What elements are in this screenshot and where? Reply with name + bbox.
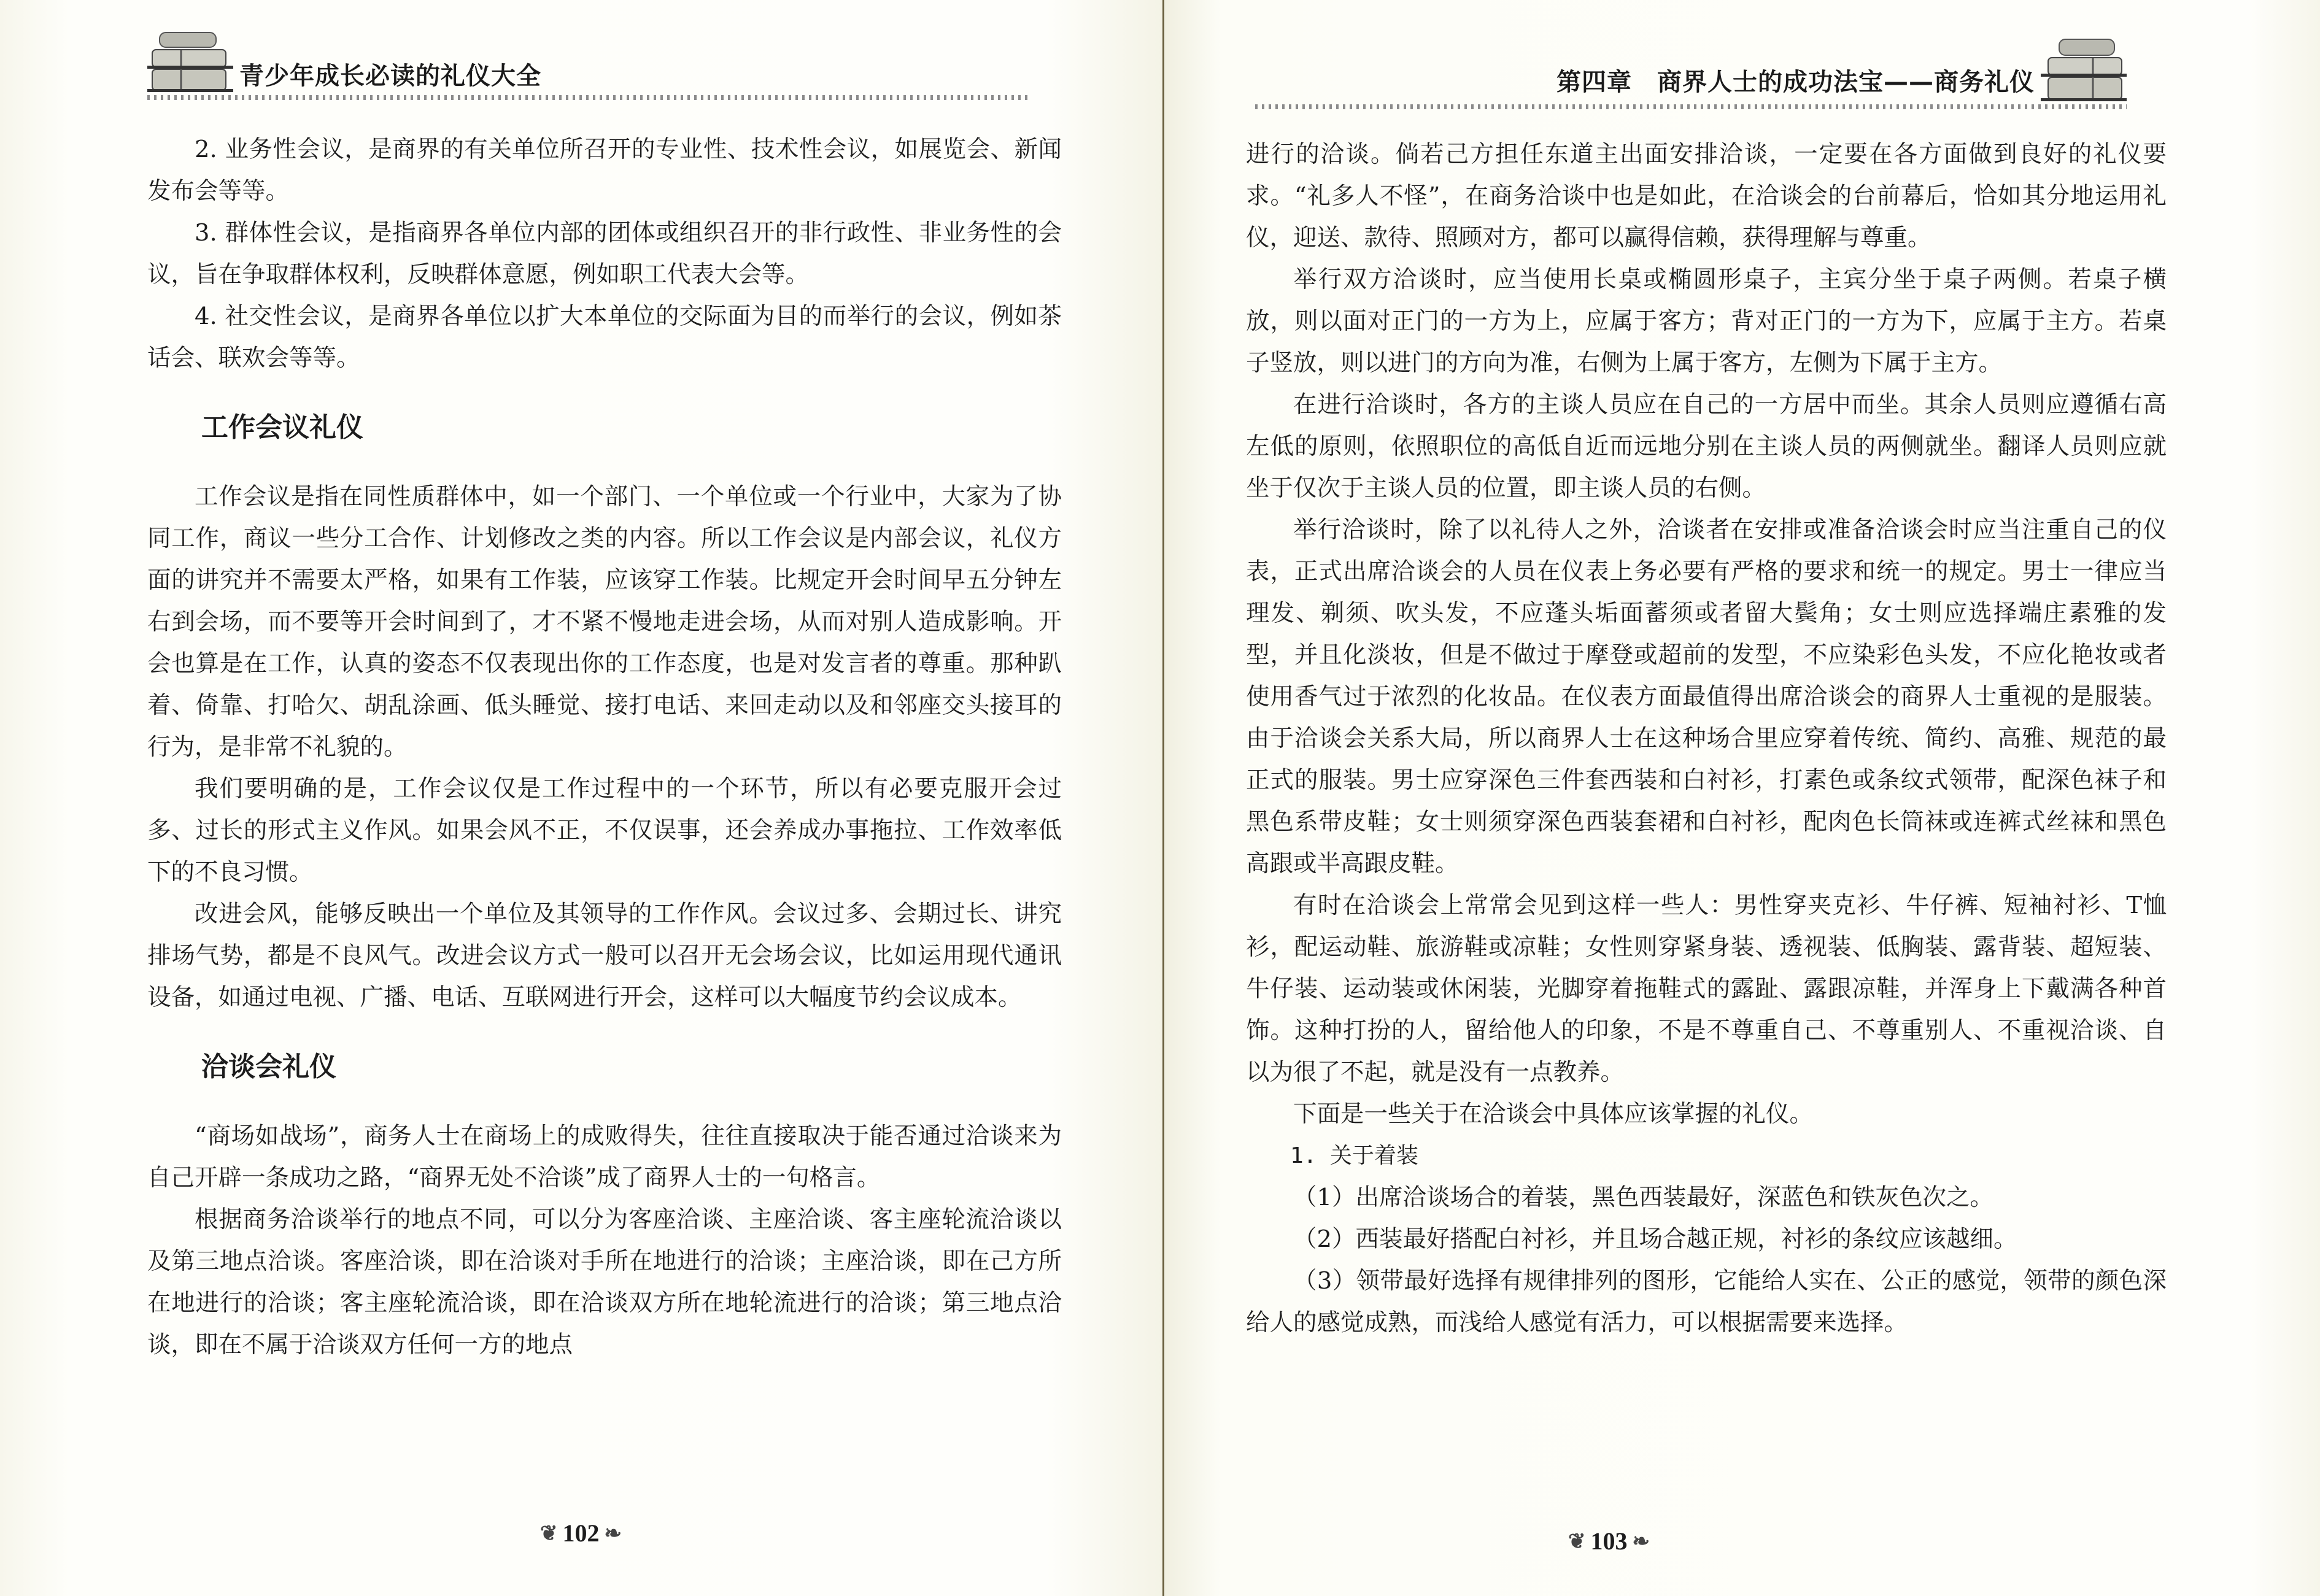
paragraph: 根据商务洽谈举行的地点不同，可以分为客座洽谈、主座洽谈、客主座轮流洽谈以及第三地点洽谈。客座洽谈，即在洽谈对手所在地进行的洽谈；主座洽谈，即在己方所在地进行的洽谈；客主座轮流洽谈，即在洽谈双方所在地轮流进行的洽谈；第三地点洽谈，即在不属于洽谈双方任何一方的地点 bbox=[147, 1206, 1062, 1359]
section-heading: 洽谈会礼仪 bbox=[201, 1051, 336, 1082]
paragraph: 4. 社交性会议，是商界各单位以扩大本单位的交际面为目的而举行的会议，例如茶话会、联欢会等等。 bbox=[147, 303, 1062, 372]
right-page-body bbox=[1246, 134, 2167, 1344]
running-title: 青少年成长必读的礼仪大全 bbox=[239, 62, 541, 90]
ornament-icon: ❦ bbox=[1568, 1530, 1586, 1553]
stacked-books-icon bbox=[2041, 37, 2127, 104]
subsection-label: 1. 关于着装 bbox=[1290, 1143, 1419, 1168]
list-item: （1）出席洽谈场合的着装，黑色西装最好，深蓝色和铁灰色次之。 bbox=[1293, 1184, 1993, 1211]
stacked-books-icon bbox=[147, 28, 233, 95]
book-gutter bbox=[1162, 0, 1164, 1596]
paragraph: 改进会风，能够反映出一个单位及其领导的工作作风。会议过多、会期过长、讲究排场气势，都是不良风气。改进会议方式一般可以召开无会场会议，比如运用现代通讯设备，如通过电视、广播、电话、互联网进行开会，这样可以大幅度节约会议成本。 bbox=[147, 900, 1062, 1011]
section-heading: 工作会议礼仪 bbox=[201, 412, 363, 443]
page-number bbox=[1568, 1527, 1650, 1556]
ornament-icon: ❦ bbox=[540, 1522, 558, 1545]
ornament-icon: ❧ bbox=[1632, 1530, 1650, 1553]
paragraph: 下面是一些关于在洽谈会中具体应该掌握的礼仪。 bbox=[1293, 1100, 1814, 1128]
paragraph: 3. 群体性会议，是指商界各单位内部的团体或组织召开的非行政性、非业务性的会议，旨在争取群体权利，反映群体意愿，例如职工代表大会等。 bbox=[147, 219, 1062, 288]
paragraph: 工作会议是指在同性质群体中，如一个部门、一个单位或一个行业中，大家为了协同工作，商议一些分工合作、计划修改之类的内容。所以工作会议是内部会议，礼仪方面的讲究并不需要太严格，如果有工作装，应该穿工作装。比规定开会时间早五分钟左右到会场，而不要等开会时间到了，才不紧不慢地走进会场，从而对别人造成影响。开会也算是在工作，认真的姿态不仅表现出你的工作态度，也是对发言者的尊重。那种趴着、倚靠、打哈欠、胡乱涂画、低头睡觉、接打电话、来回走动以及和邻座交头接耳的行为，是非常不礼貌的。 bbox=[147, 483, 1062, 761]
chapter-title: 第四章 商界人士的成功法宝——商务礼仪 bbox=[1556, 68, 2035, 96]
left-page-body bbox=[147, 129, 1062, 1366]
paragraph: 在进行洽谈时，各方的主谈人员应在自己的一方居中而坐。其余人员则应遵循右高左低的原则，依照职位的高低自近而远地分别在主谈人员的两侧就坐。翻译人员则应就坐于仅次于主谈人员的位置，即主谈人员的右侧。 bbox=[1246, 391, 2167, 502]
page-number bbox=[540, 1519, 622, 1548]
paragraph: 举行洽谈时，除了以礼待人之外，洽谈者在安排或准备洽谈会时应当注重自己的仪表，正式出席洽谈会的人员在仪表上务必要有严格的要求和统一的规定。男士一律应当理发、剃须、吹头发，不应蓬头垢面蓄须或者留大鬓角；女士则应选择端庄素雅的发型，并且化淡妆，但是不做过于摩登或超前的发型，不应染彩色头发，不应化艳妆或者使用香气过于浓烈的化妆品。在仪表方面最值得出席洽谈会的商界人士重视的是服装。由于洽谈会关系大局，所以商界人士在这种场合里应穿着传统、简约、高雅、规范的最正式的服装。男士应穿深色三件套西装和白衬衫，打素色或条纹式领带，配深色袜子和黑色系带皮鞋；女士则须穿深色西装套裙和白衬衫，配肉色长筒袜或连裤式丝袜和黑色高跟或半高跟皮鞋。 bbox=[1246, 516, 2167, 877]
paragraph: 有时在洽谈会上常常会见到这样一些人：男性穿夹克衫、牛仔裤、短袖衬衫、T恤衫，配运动鞋、旅游鞋或凉鞋；女性则穿紧身装、透视装、低胸装、露背装、超短装、牛仔装、运动装或休闲装，光脚穿着拖鞋式的露趾、露跟凉鞋，并浑身上下戴满各种首饰。这种打扮的人，留给他人的印象，不是不尊重自己、不尊重别人、不重视洽谈、自以为很了不起，就是没有一点教养。 bbox=[1246, 892, 2167, 1086]
right-page-header bbox=[1255, 25, 2127, 110]
left-page-header bbox=[141, 25, 1062, 110]
paragraph: “商场如战场”，商务人士在商场上的成败得失，往往直接取决于能否通过洽谈来为自己开辟一条成功之路，“商界无处不洽谈”成了商界人士的一句格言。 bbox=[147, 1122, 1062, 1192]
paragraph-continued: 进行的洽谈。倘若己方担任东道主出面安排洽谈，一定要在各方面做到良好的礼仪要求。“礼多人不怪”，在商务洽谈中也是如此，在洽谈会的台前幕后，恰如其分地运用礼仪，迎送、款待、照顾对方，都可以赢得信赖，获得理解与尊重。 bbox=[1246, 141, 2167, 252]
right-page bbox=[1163, 0, 2320, 1596]
ornament-icon: ❧ bbox=[604, 1522, 622, 1545]
list-item: （2）西装最好搭配白衬衫，并且场合越正规，衬衫的条纹应该越细。 bbox=[1293, 1225, 2017, 1253]
list-item: （3）领带最好选择有规律排列的图形，它能给人实在、公正的感觉，领带的颜色深给人的感觉成熟，而浅给人感觉有活力，可以根据需要来选择。 bbox=[1246, 1267, 2167, 1336]
paragraph: 我们要明确的是，工作会议仅是工作过程中的一个环节，所以有必要克服开会过多、过长的形式主义作风。如果会风不正，不仅误事，还会养成办事拖拉、工作效率低下的不良习惯。 bbox=[147, 775, 1062, 886]
paragraph: 举行双方洽谈时，应当使用长桌或椭圆形桌子，主宾分坐于桌子两侧。若桌子横放，则以面对正门的一方为上，应属于客方；背对正门的一方为下，应属于主方。若桌子竖放，则以进门的方向为准，右侧为上属于客方，左侧为下属于主方。 bbox=[1246, 266, 2167, 377]
header-dotted-rule bbox=[147, 95, 1031, 100]
page-number-text: 103 bbox=[1590, 1527, 1628, 1555]
paragraph: 2. 业务性会议，是商界的有关单位所召开的专业性、技术性会议，如展览会、新闻发布会等等。 bbox=[147, 136, 1062, 205]
page-number-text: 102 bbox=[562, 1519, 600, 1547]
header-dotted-rule bbox=[1255, 104, 2127, 109]
